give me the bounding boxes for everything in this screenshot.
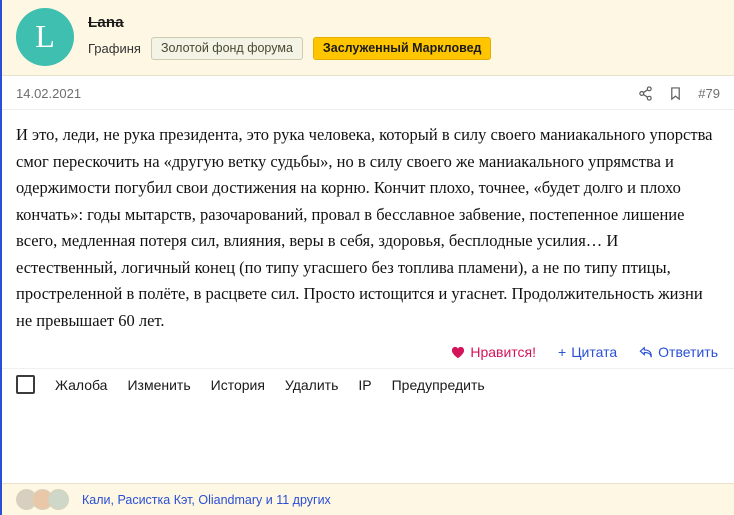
mod-item-complaint[interactable]: Жалоба	[55, 376, 108, 393]
likes-footer	[2, 483, 734, 515]
avatar[interactable]	[16, 8, 74, 66]
post-text: И это, леди, не рука президента, это рука человека, который в силу своего маниакального упорства смог перескочить на «другую ветку судьбы», но в силу своего же маниакального упрямства и одержимости погубил свои достижения на корню. Кончит плохо, точнее, «будет долго и плохо кончать»: годы мытарств, разочарований, провал в бесславное забвение, постепенное лишение всего, медленная потеря сил, влияния, веры в себя, здоровья, бесплодные усилия… И естественный, логичный конец (по типу угасшего без топлива пламени), а не по типу птицы, простреленной в полёте, в расцвете сил. Просто истощится и угаснет. Продолжительность жизни не превышает 60 лет.	[16, 125, 713, 330]
user-block	[88, 14, 491, 60]
likes-text[interactable]: Кали, Расистка Кэт, Oliandmary и 11 других	[82, 492, 331, 507]
share-icon[interactable]	[638, 86, 653, 101]
like-label: Нравится!	[470, 344, 537, 360]
moderation-row	[2, 368, 734, 404]
post-meta-row	[2, 76, 734, 110]
post-number[interactable]: #79	[698, 86, 720, 101]
mod-item-warn[interactable]: Предупредить	[391, 376, 485, 393]
like-button[interactable]	[451, 344, 536, 360]
avatar-letter: L	[35, 18, 55, 54]
select-post-checkbox[interactable]	[16, 375, 35, 394]
post-header	[2, 0, 734, 76]
plus-icon: +	[558, 344, 567, 360]
mod-item-ip[interactable]: IP	[358, 376, 372, 393]
quote-button[interactable]	[558, 344, 617, 360]
username[interactable]: Lana	[88, 13, 124, 31]
quote-label: Цитата	[571, 344, 618, 360]
mod-item-history[interactable]: История	[210, 376, 265, 393]
mod-item-delete[interactable]: Удалить	[284, 376, 339, 393]
user-meta	[88, 37, 491, 60]
badge-markloved: Заслуженный Маркловед	[313, 37, 492, 60]
like-avatar[interactable]	[48, 489, 69, 510]
like-avatar-group	[16, 489, 64, 510]
badge-gold-fund: Золотой фонд форума	[151, 37, 303, 60]
post-meta-actions	[638, 86, 720, 101]
user-rank: Графиня	[88, 40, 141, 56]
mod-item-edit[interactable]: Изменить	[127, 376, 191, 393]
reaction-row	[2, 338, 734, 368]
reply-button[interactable]	[639, 344, 718, 360]
post-date: 14.02.2021	[16, 86, 82, 101]
bookmark-icon[interactable]	[669, 86, 682, 101]
reply-label: Ответить	[658, 344, 718, 360]
